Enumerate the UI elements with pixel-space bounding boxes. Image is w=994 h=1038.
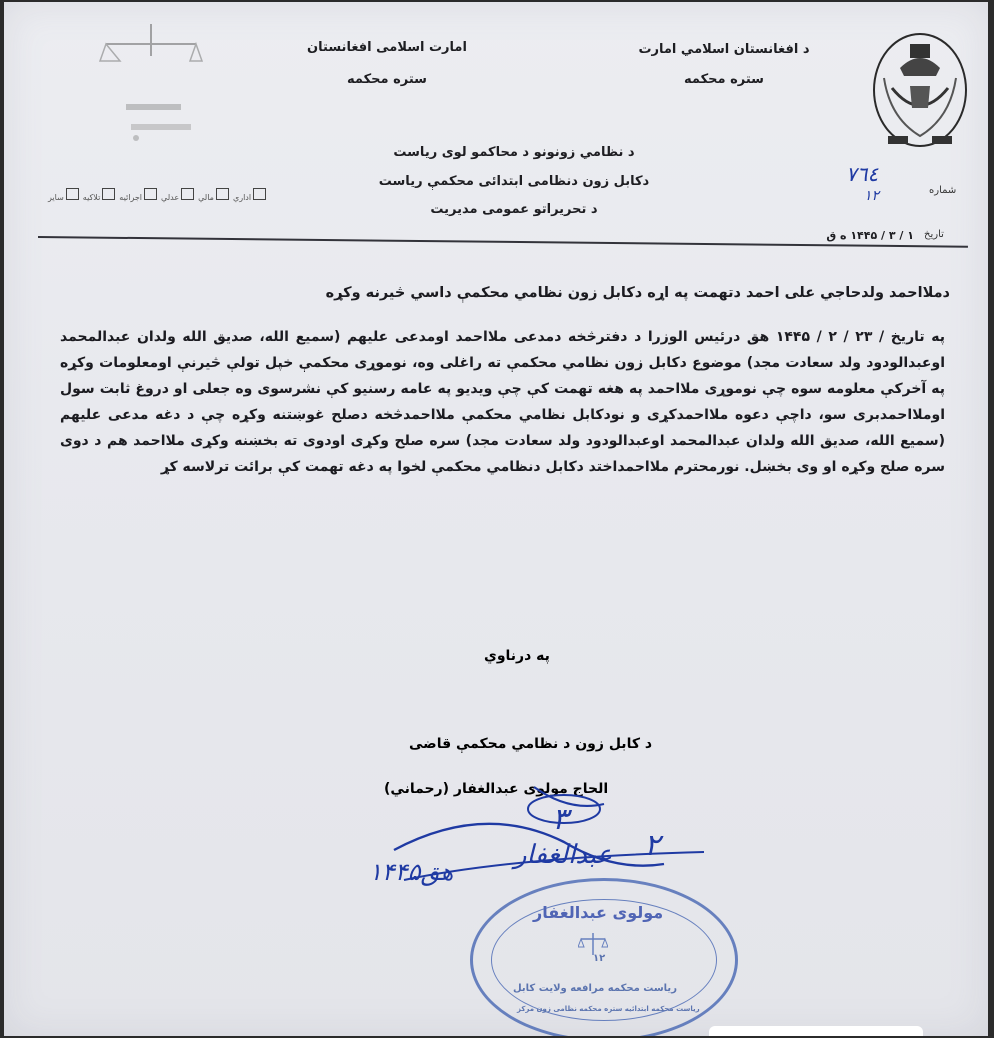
checkbox-icon: [144, 188, 157, 200]
handwritten-signature: عبدالغفار: [514, 840, 613, 870]
judge-name: الحاج مولوی عبدالغفار (رحماني): [384, 781, 609, 797]
date-label: تاریخ: [924, 229, 944, 240]
checkbox-item: اجرائیه: [119, 188, 157, 202]
header-right-line2: ستره محکمه: [684, 72, 764, 87]
stamp-number: ۱۲: [593, 953, 606, 964]
checkbox-item: مالي: [198, 188, 229, 202]
date-value: ۱ / ۳ / ۱۴۴۵ ه ق: [826, 229, 914, 242]
header-center-line3: د تحریراتو عمومی مدیریت: [430, 202, 598, 217]
handwritten-date: ۱۴۴۵هق: [369, 858, 454, 886]
stamp-bottom-text: ریاست محکمه مرافعه ولایت کابل: [513, 983, 677, 994]
checkbox-icon: [181, 188, 194, 200]
checkbox-icon: [66, 188, 79, 200]
body-paragraph: په تاریخ / ۲۳ / ۲ / ۱۴۴۵ هق درئیس الوزرا د دفترڅخه دمدعی ملااحمد اومدعی علیهم (سمیع الله، صدیق الله ولدان عبدالمحمد اوعبدالودود ولد سعادت مجد) موضوع دکابل زون نظامي محکمې ته راغلی وه، نوموړی محکمې خپل تولې څیرنې اومعلومات وکړه په آخرکې معلومه سوه چې نوموړی ملااحمد په هغه تهمت کې چې ویدیو په عامه رسنیو کې نشرسوی وه جعلی او دروغ ثابت سول اوملااحمدبری سو، داچې دعوه ملااحمدکړی و نودکابل نظامي محکمې ملااحمدڅخه دصلح غوښتنه وکړه چې د دغه مدعی علیهم (سمیع الله، صدیق الله ولدان عبدالمحمد اوعبدالودود ولد سعادت مجد) سره صلح وکړی اودوی ته بخښنه وکړی ملااحمد هم د دوی سره صلح وکړه او وی بخښل. نورمحترم ملااحمداختد دکابل دنظامي محکمې لخوا په دغه تهمت کې برائت ترلاسه کړ: [60, 329, 946, 475]
checkbox-icon: [253, 188, 266, 200]
stamp-scale-icon: [578, 931, 608, 957]
subject-line: دملااحمد ولدحاجي علی احمد دتهمت په اړه دکابل زون نظامي محکمې داسي څیرنه وکړه: [325, 285, 950, 301]
number-label: شماره: [929, 185, 957, 196]
judge-title: د کابل زون د نظامي محکمې قاضی: [409, 736, 653, 752]
handwritten-mark-a: ۳: [552, 802, 569, 837]
stamp-top-text: مولوی عبدالغفار: [533, 903, 664, 922]
header-center-line2: دکابل زون دنظامی ابتدائی محکمې ریاست: [378, 174, 650, 189]
signature-strokes: [364, 782, 724, 902]
number-value: ۷٦٤: [846, 162, 879, 186]
checkbox-item: تلاکیه: [83, 188, 116, 202]
afghan-emblem-icon: [870, 28, 970, 158]
checkbox-item: عدلي: [161, 188, 194, 202]
header-center-line1: د نظامي زونونو د محاکمو لوی ریاست: [393, 145, 635, 160]
checkbox-item: سایر: [48, 188, 79, 202]
scale-logo-icon: [96, 16, 206, 146]
header-left-line1: امارت اسلامی افغانستان: [307, 40, 467, 55]
header-right-line1: د افغانستان اسلامي امارت: [638, 42, 810, 57]
checkbox-item: اداري: [233, 188, 266, 202]
overlay-box: [709, 1026, 923, 1036]
checkbox-row: [48, 188, 266, 202]
header-left-line2: ستره محکمه: [347, 72, 427, 87]
stamp-bottom-text-2: ریاست محکمه ابتدائیه ستره محکمه نظامی زون مرکز: [517, 1005, 700, 1013]
number-sub: ۱۲: [864, 188, 880, 204]
document-page: [4, 2, 988, 1036]
handwritten-mark-b: ۲: [644, 828, 661, 863]
checkbox-icon: [216, 188, 229, 200]
checkbox-icon: [102, 188, 115, 200]
closing-text: په درناوي: [484, 648, 550, 664]
official-stamp: [470, 878, 738, 1036]
